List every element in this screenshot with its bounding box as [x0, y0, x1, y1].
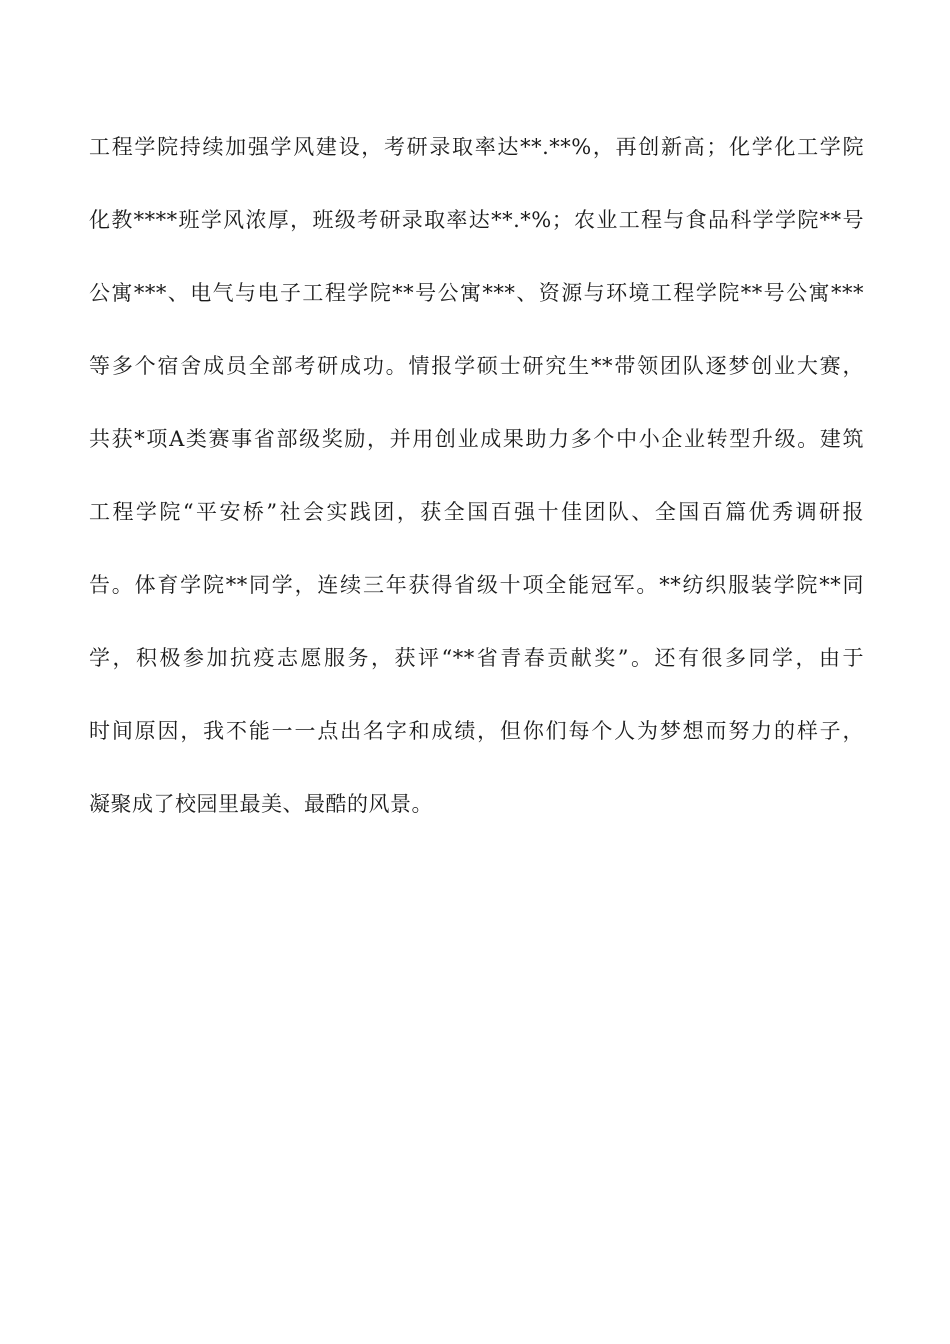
text-line: 公寓***、电气与电子工程学院**号公寓***、资源与环境工程学院**号公寓***: [89, 281, 864, 305]
text-line: 学，积极参加抗疫志愿服务，获评“**省青春贡献奖”。还有很多同学，由于: [89, 646, 864, 670]
text-line: 告。体育学院**同学，连续三年获得省级十项全能冠军。**纺织服装学院**同: [89, 573, 864, 597]
text-line: 工程学院持续加强学风建设，考研录取率达**.**%，再创新高；化学化工学院: [89, 135, 864, 159]
text-line: 工程学院“平安桥”社会实践团，获全国百强十佳团队、全国百篇优秀调研报: [89, 500, 864, 524]
text-line: 化教****班学风浓厚，班级考研录取率达**.*%；农业工程与食品科学学院**号: [89, 208, 864, 232]
text-line: 共获*项A类赛事省部级奖励，并用创业成果助力多个中小企业转型升级。建筑: [89, 427, 864, 451]
body-paragraph: [89, 124, 864, 854]
text-line: 时间原因，我不能一一点出名字和成绩，但你们每个人为梦想而努力的样子，: [89, 719, 864, 743]
text-line: 等多个宿舍成员全部考研成功。情报学硕士研究生**带领团队逐梦创业大赛，: [89, 354, 864, 378]
text-line-last: 凝聚成了校园里最美、最酷的风景。: [89, 792, 433, 816]
